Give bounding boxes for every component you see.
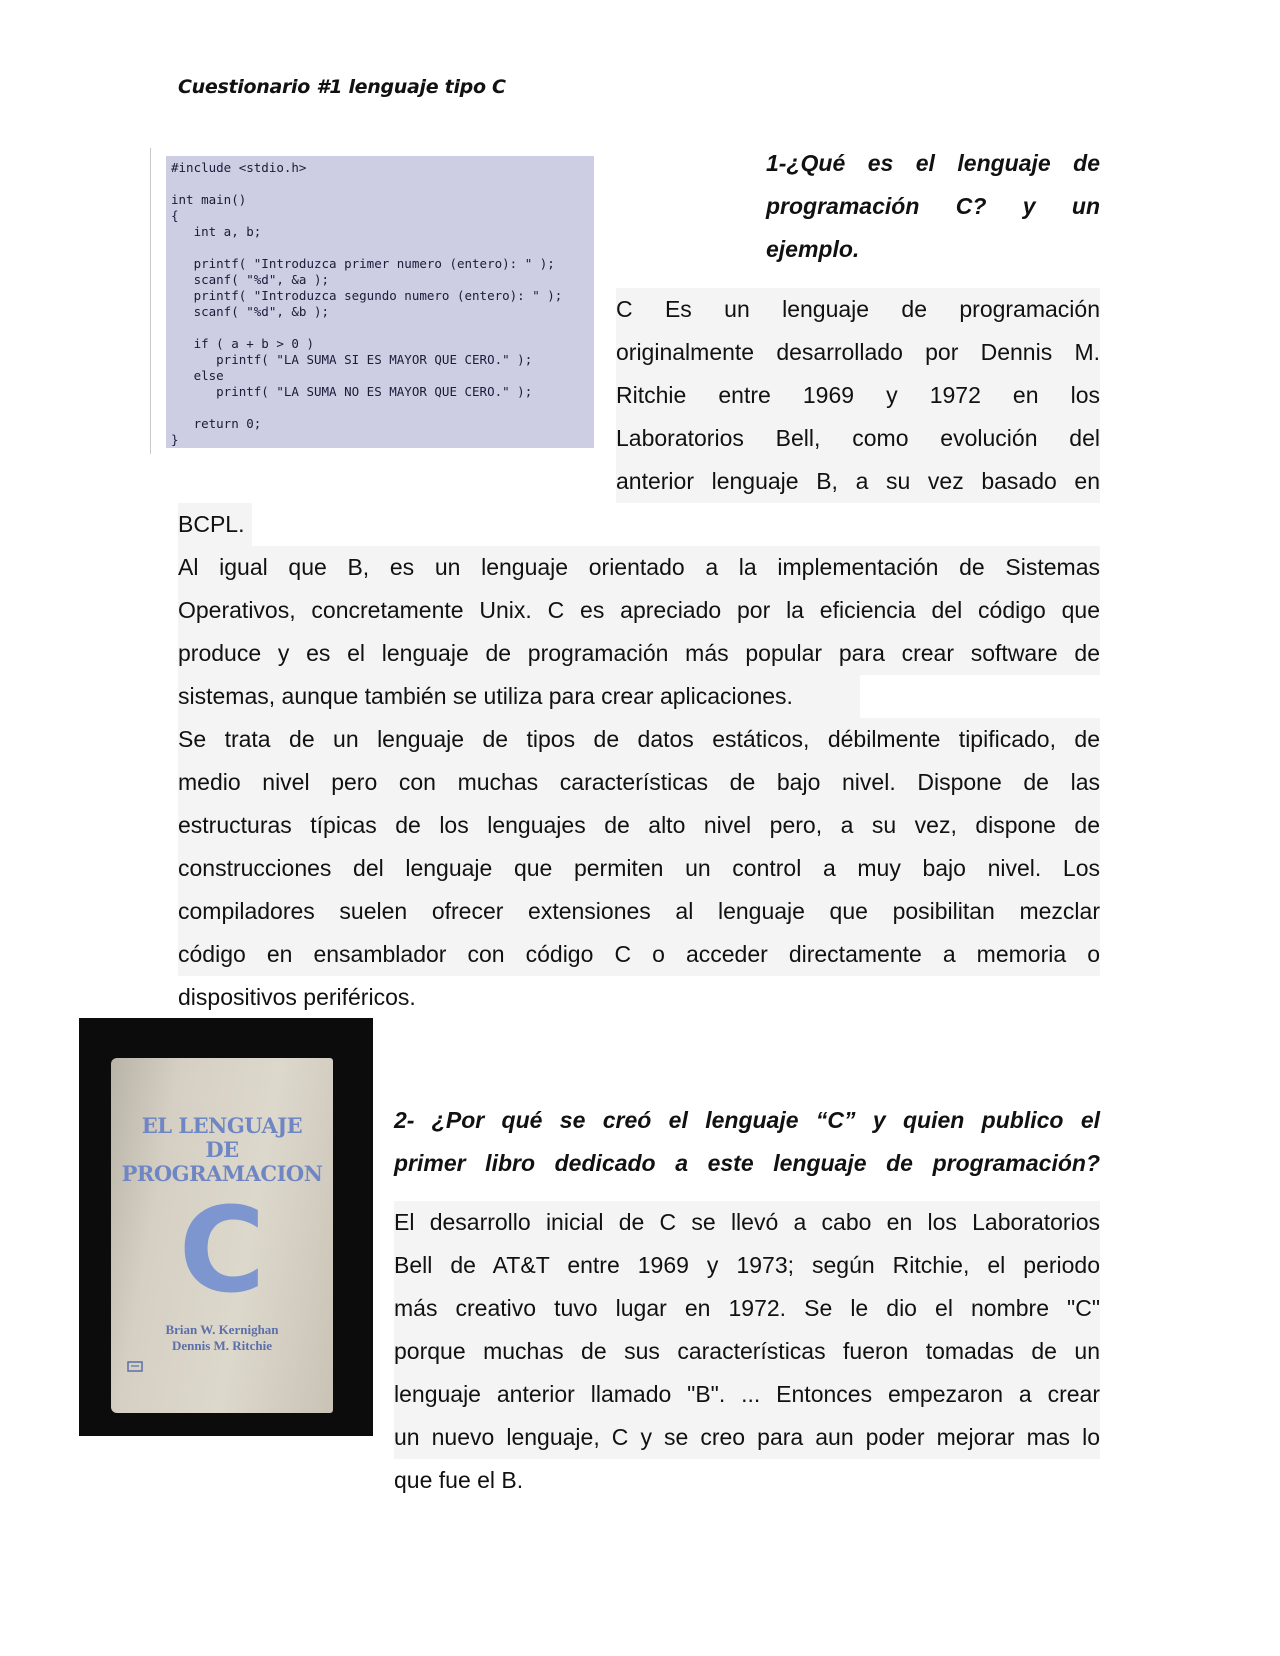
page-title: Cuestionario #1 lenguaje tipo C xyxy=(178,76,506,98)
code-line: } xyxy=(171,432,179,447)
text-line: código en ensamblador con código C o acceder directamente a memoria o xyxy=(178,933,1100,976)
text-line: construcciones del lenguaje que permiten un control a muy bajo nivel. Los xyxy=(178,847,1100,890)
code-line: scanf( "%d", &a ); xyxy=(171,272,330,287)
heading-text: primer libro dedicado a este lenguaje de programación? xyxy=(394,1150,1100,1176)
code-line: else xyxy=(171,368,224,383)
book-cover-image xyxy=(79,1018,373,1436)
heading-line xyxy=(766,185,1100,228)
text-line: más creativo tuvo lugar en 1972. Se le dio el nombre "C" xyxy=(394,1287,1100,1330)
code-screenshot-image xyxy=(166,156,594,448)
text-line: anterior lenguaje B, a su vez basado en xyxy=(616,460,1100,503)
text-line: un nuevo lenguaje, C y se creo para aun poder mejorar mas lo xyxy=(394,1416,1100,1459)
text-line: El desarrollo inicial de C se llevó a cabo en los Laboratorios xyxy=(394,1201,1100,1244)
text-line: estructuras típicas de los lenguajes de alto nivel pero, a su vez, dispone de xyxy=(178,804,1100,847)
answer-1-paragraph-1-end xyxy=(178,503,1100,546)
question-2-heading xyxy=(394,1099,1100,1185)
book-big-letter: C xyxy=(178,1181,266,1319)
code-line: printf( "Introduzca primer numero (entero): " ); xyxy=(171,256,555,271)
text-line: originalmente desarrollado por Dennis M. xyxy=(616,331,1100,374)
answer-1-paragraph-1 xyxy=(616,288,1100,503)
heading-line xyxy=(766,228,1100,271)
heading-text: 2- ¿Por qué se creó el lenguaje “C” y quien publico el xyxy=(394,1107,1100,1133)
text-line: compiladores suelen ofrecer extensiones al lenguaje que posibilitan mezclar xyxy=(178,890,1100,933)
answer-1-paragraph-3 xyxy=(178,718,1100,1019)
code-line: scanf( "%d", &b ); xyxy=(171,304,330,319)
code-line: printf( "LA SUMA SI ES MAYOR QUE CERO." ); xyxy=(171,352,533,367)
heading-line xyxy=(394,1099,1100,1142)
text-line: produce y es el lenguaje de programación más popular para crear software de xyxy=(178,632,1100,675)
book-cover xyxy=(111,1058,333,1413)
code-line: printf( "Introduzca segundo numero (entero): " ); xyxy=(171,288,563,303)
answer-1-paragraph-2 xyxy=(178,546,1100,718)
code-line: if ( a + b > 0 ) xyxy=(171,336,314,351)
publisher-logo-icon xyxy=(125,1358,147,1376)
book-author: Dennis M. Ritchie xyxy=(171,1338,273,1353)
code-line: return 0; xyxy=(171,416,262,431)
text-line: medio nivel pero con muchas características de bajo nivel. Dispone de las xyxy=(178,761,1100,804)
text-line: C Es un lenguaje de programación xyxy=(616,288,1100,331)
text-line: Ritchie entre 1969 y 1972 en los xyxy=(616,374,1100,417)
text-line: Bell de AT&T entre 1969 y 1973; según Ritchie, el periodo xyxy=(394,1244,1100,1287)
code-line: int main() xyxy=(171,192,247,207)
text-line: sistemas, aunque también se utiliza para crear aplicaciones. xyxy=(178,675,860,718)
figure-border xyxy=(150,148,151,454)
book-title-line: DE xyxy=(205,1137,239,1162)
answer-2-paragraph xyxy=(394,1201,1100,1502)
code-line: printf( "LA SUMA NO ES MAYOR QUE CERO." ); xyxy=(171,384,533,399)
heading-line xyxy=(394,1142,1100,1185)
text-line: Se trata de un lenguaje de tipos de datos estáticos, débilmente tipificado, de xyxy=(178,718,1100,761)
text-line: lenguaje anterior llamado "B". ... Entonces empezaron a crear xyxy=(394,1373,1100,1416)
question-1-heading xyxy=(766,142,1100,271)
book-title-line: EL LENGUAJE xyxy=(141,1113,303,1138)
text-line: Laboratorios Bell, como evolución del xyxy=(616,417,1100,460)
text-line: Operativos, concretamente Unix. C es apreciado por la eficiencia del código que xyxy=(178,589,1100,632)
text-line: que fue el B. xyxy=(394,1467,524,1493)
heading-text: ejemplo. xyxy=(766,236,860,262)
text-line: dispositivos periféricos. xyxy=(178,984,416,1010)
heading-text: 1-¿Qué es el lenguaje de xyxy=(766,150,1100,176)
text-line: Al igual que B, es un lenguaje orientado a la implementación de Sistemas xyxy=(178,546,1100,589)
text-line: BCPL. xyxy=(178,503,252,546)
code-line: { xyxy=(171,208,179,223)
heading-text: programación C? y un xyxy=(766,193,1100,219)
text-line: porque muchas de sus características fueron tomadas de un xyxy=(394,1330,1100,1373)
code-line: int a, b; xyxy=(171,224,262,239)
heading-line xyxy=(766,142,1100,185)
code-line: #include <stdio.h> xyxy=(171,160,307,175)
book-author: Brian W. Kernighan xyxy=(165,1322,279,1337)
book-title-line: PROGRAMACION xyxy=(121,1161,323,1186)
